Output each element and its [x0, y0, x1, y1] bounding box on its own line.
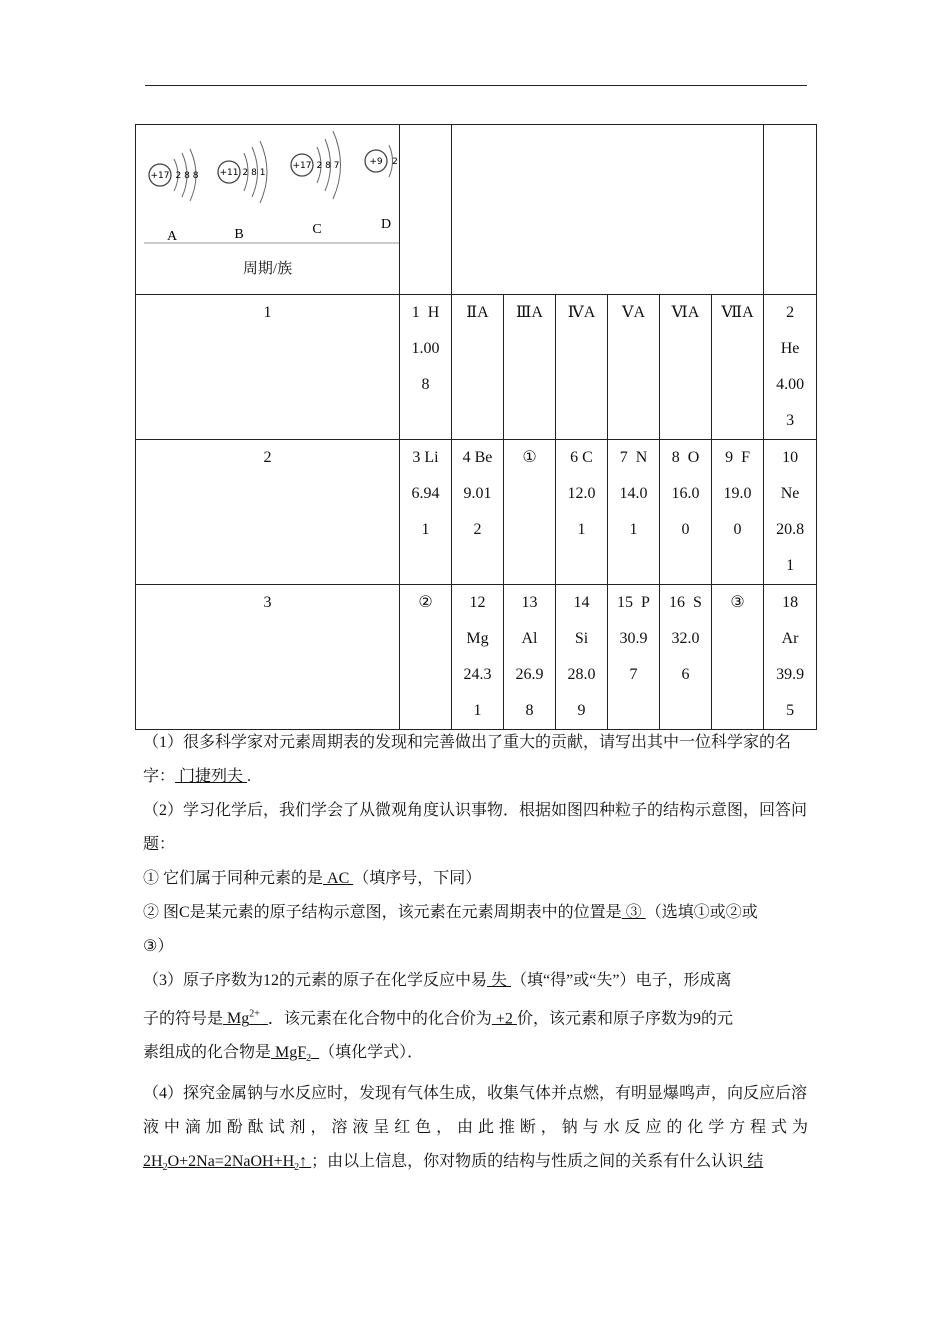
atom-a-shells: 2 8 8 [175, 171, 199, 181]
cell-line: 14 [573, 594, 590, 611]
cell-line: 1 [473, 702, 482, 719]
period-number: 3 [136, 585, 400, 730]
periodic-table [135, 124, 817, 730]
q1-line1: （1）很多科学家对元素周期表的发现和完善做出了重大的贡献，请写出其中一位科学家的名 [143, 734, 792, 751]
element-cell [556, 440, 608, 585]
q2-2: ② 图C是某元素的原子结构示意图，该元素在元素周期表中的位置是 ③ （选填①或②或 [143, 904, 758, 921]
element-cell [712, 585, 764, 730]
atom-c-label: C [312, 222, 322, 237]
q1-answer: 门捷列夫 [175, 768, 248, 785]
atom-b-shells: 2 8 1 [242, 168, 266, 178]
period-row-2 [136, 440, 817, 585]
cell-line: ⅥA [671, 304, 700, 321]
cell-line: ⅦA [721, 304, 754, 321]
q3-answer-4: MgF$_2$ [271, 1044, 312, 1065]
cell-line: 20.8 [776, 521, 805, 538]
cell-line: 12.0 [567, 485, 596, 502]
atom-c-shells: 2 8 7 [316, 161, 340, 171]
group-label-cell [556, 295, 608, 440]
cell-line: ③ [730, 594, 745, 611]
element-cell [608, 440, 660, 585]
element-cell [400, 295, 452, 440]
period-number: 2 [136, 440, 400, 585]
q2-line1: （2）学习化学后，我们学会了从微观角度认识事物．根据如图四种粒子的结构示意图，回答问 [143, 802, 808, 819]
cell-line: 28.0 [567, 666, 596, 683]
cell-line: 0 [681, 521, 690, 538]
atom-a [149, 149, 199, 244]
cell-line: ⅤA [621, 304, 646, 321]
q3-line1: （3）原子序数为12的元素的原子在化学反应中易 失 （填“得”或“失”）电子，形成离 [143, 972, 732, 989]
element-cell [400, 585, 452, 730]
cell-line: 14.0 [619, 485, 648, 502]
element-cell [504, 585, 556, 730]
q4-answer: 结 [743, 1152, 764, 1170]
q3-answer-2: $Mg^{2+}$ [223, 1009, 260, 1028]
cell-line: 2 [786, 304, 795, 321]
element-cell [608, 585, 660, 730]
q2-1-answer: AC [323, 870, 354, 887]
cell-line: 5 [786, 702, 795, 719]
cell-line: 3 Li [412, 449, 439, 466]
cell-line: 12 [469, 594, 486, 611]
element-cell [452, 585, 504, 730]
q4-equation: $2H_2O+2Na=2NaOH+H_2↑$ [143, 1152, 312, 1173]
cell-line: 8 [421, 376, 430, 393]
group-label-cell [712, 295, 764, 440]
cell-line: ⅡA [466, 304, 489, 321]
cell-line: ⅢA [516, 304, 543, 321]
q4-line2: 液中滴加酚酞试剂，溶液呈红色，由此推断，钠与水反应的化学方程式为 [143, 1118, 808, 1136]
cell-line: 6 [681, 666, 690, 683]
element-cell [712, 440, 764, 585]
q1-line2: 字： 门捷列夫 . [143, 768, 252, 785]
cell-line: 8 O [671, 449, 700, 466]
atom-d [365, 145, 398, 232]
cell-line: 4 Be [462, 449, 493, 466]
cell-line: 9 [577, 702, 586, 719]
cell-line: 26.9 [515, 666, 544, 683]
header-rule [145, 85, 807, 86]
cell-line: 1 [629, 521, 638, 538]
cell-line: 1 [577, 521, 586, 538]
cell-line: 10 [782, 449, 799, 466]
cell-line: 24.3 [463, 666, 492, 683]
cell-line: 15 P [617, 594, 650, 611]
element-cell [504, 440, 556, 585]
cell-line: 7 N [619, 449, 648, 466]
q2-2-answer: ③ [621, 904, 646, 921]
cell-line: ② [418, 594, 433, 611]
cell-line: ① [522, 449, 537, 466]
group-label-cell [608, 295, 660, 440]
cell-line: 6.94 [411, 485, 440, 502]
atom-diagram-svg [136, 125, 399, 245]
period-row-3 [136, 585, 817, 730]
cell-line: 30.9 [619, 630, 648, 647]
q3-line3: 素组成的化合物是 MgF$_2$ （填化学式）． [143, 1044, 424, 1065]
element-cell [660, 440, 712, 585]
q2-line2: 题： [143, 836, 176, 853]
atom-c [291, 131, 341, 237]
cell-line: Ne [780, 485, 800, 502]
q4-line3: $2H_2O+2Na=2NaOH+H_2↑$ ；由以上信息，你对物质的结构与性质之间的关系有什么认识 结 [143, 1152, 764, 1173]
cell-line: 9 F [725, 449, 750, 466]
group-label-cell [504, 295, 556, 440]
cell-line: 18 [782, 594, 799, 611]
header-blank-2 [764, 125, 817, 295]
atom-b-label: B [234, 227, 244, 242]
cell-line: He [780, 340, 800, 357]
element-cell [764, 295, 817, 440]
cell-line: 8 [525, 702, 534, 719]
atom-d-label: D [380, 217, 392, 232]
group-label-cell [660, 295, 712, 440]
cell-line: 1 H [411, 304, 440, 321]
period-group-label: 周期/族 [242, 261, 293, 277]
cell-line: 7 [629, 666, 638, 683]
atom-b [218, 141, 267, 242]
period-number: 1 [136, 295, 400, 440]
q3-answer-1: 失 [487, 972, 512, 989]
atom-b-nucleus: +11 [219, 168, 239, 178]
cell-line: 9.01 [463, 485, 492, 502]
element-cell [764, 440, 817, 585]
cell-line: 3 [786, 412, 795, 429]
cell-line: 19.0 [723, 485, 752, 502]
period-row-1 [136, 295, 817, 440]
atom-d-shells: 2 [392, 157, 398, 167]
questions [143, 726, 808, 1185]
cell-line: Mg [466, 630, 489, 647]
cell-line: 16.0 [671, 485, 700, 502]
atom-structure-diagram [136, 125, 399, 245]
element-cell [764, 585, 817, 730]
q2-1: ① 它们属于同种元素的是 AC （填序号，下同） [143, 870, 482, 887]
cell-line: 13 [521, 594, 538, 611]
cell-line: Ar [781, 630, 799, 647]
cell-line: Al [521, 630, 538, 647]
element-cell [660, 585, 712, 730]
cell-line: 6 C [570, 449, 593, 466]
header-blank-wide [452, 125, 764, 295]
atom-a-nucleus: +17 [150, 171, 170, 181]
cell-line: 39.9 [776, 666, 805, 683]
atom-d-nucleus: +9 [369, 157, 383, 167]
group-label-cell [452, 295, 504, 440]
q2-2-end: ③） [143, 938, 174, 955]
cell-line: ⅣA [567, 304, 596, 321]
cell-line: 1 [786, 557, 795, 574]
cell-line: 1.00 [411, 340, 440, 357]
element-cell [556, 585, 608, 730]
q4-line1: （4）探究金属钠与水反应时，发现有气体生成，收集气体并点燃，有明显爆鸣声，向反应后溶 [143, 1084, 808, 1102]
atom-a-label: A [166, 229, 178, 244]
cell-line: 1 [421, 521, 430, 538]
cell-line: 4.00 [776, 376, 805, 393]
cell-line: 16 S [669, 594, 702, 611]
cell-line: Si [574, 630, 589, 647]
q3-answer-3: +2 [491, 1010, 517, 1028]
cell-line: 0 [733, 521, 742, 538]
cell-line: 2 [473, 521, 482, 538]
element-cell [400, 440, 452, 585]
element-cell [452, 440, 504, 585]
atom-c-nucleus: +17 [292, 161, 312, 171]
cell-line: 32.0 [671, 630, 700, 647]
q3-line2: 子的符号是 $Mg^{2+}$ ．该元素在化合物中的化合价为 +2 价，该元素和原子序数为9的元 [143, 1009, 733, 1028]
header-blank-1 [400, 125, 452, 295]
corner-cell [136, 125, 400, 295]
